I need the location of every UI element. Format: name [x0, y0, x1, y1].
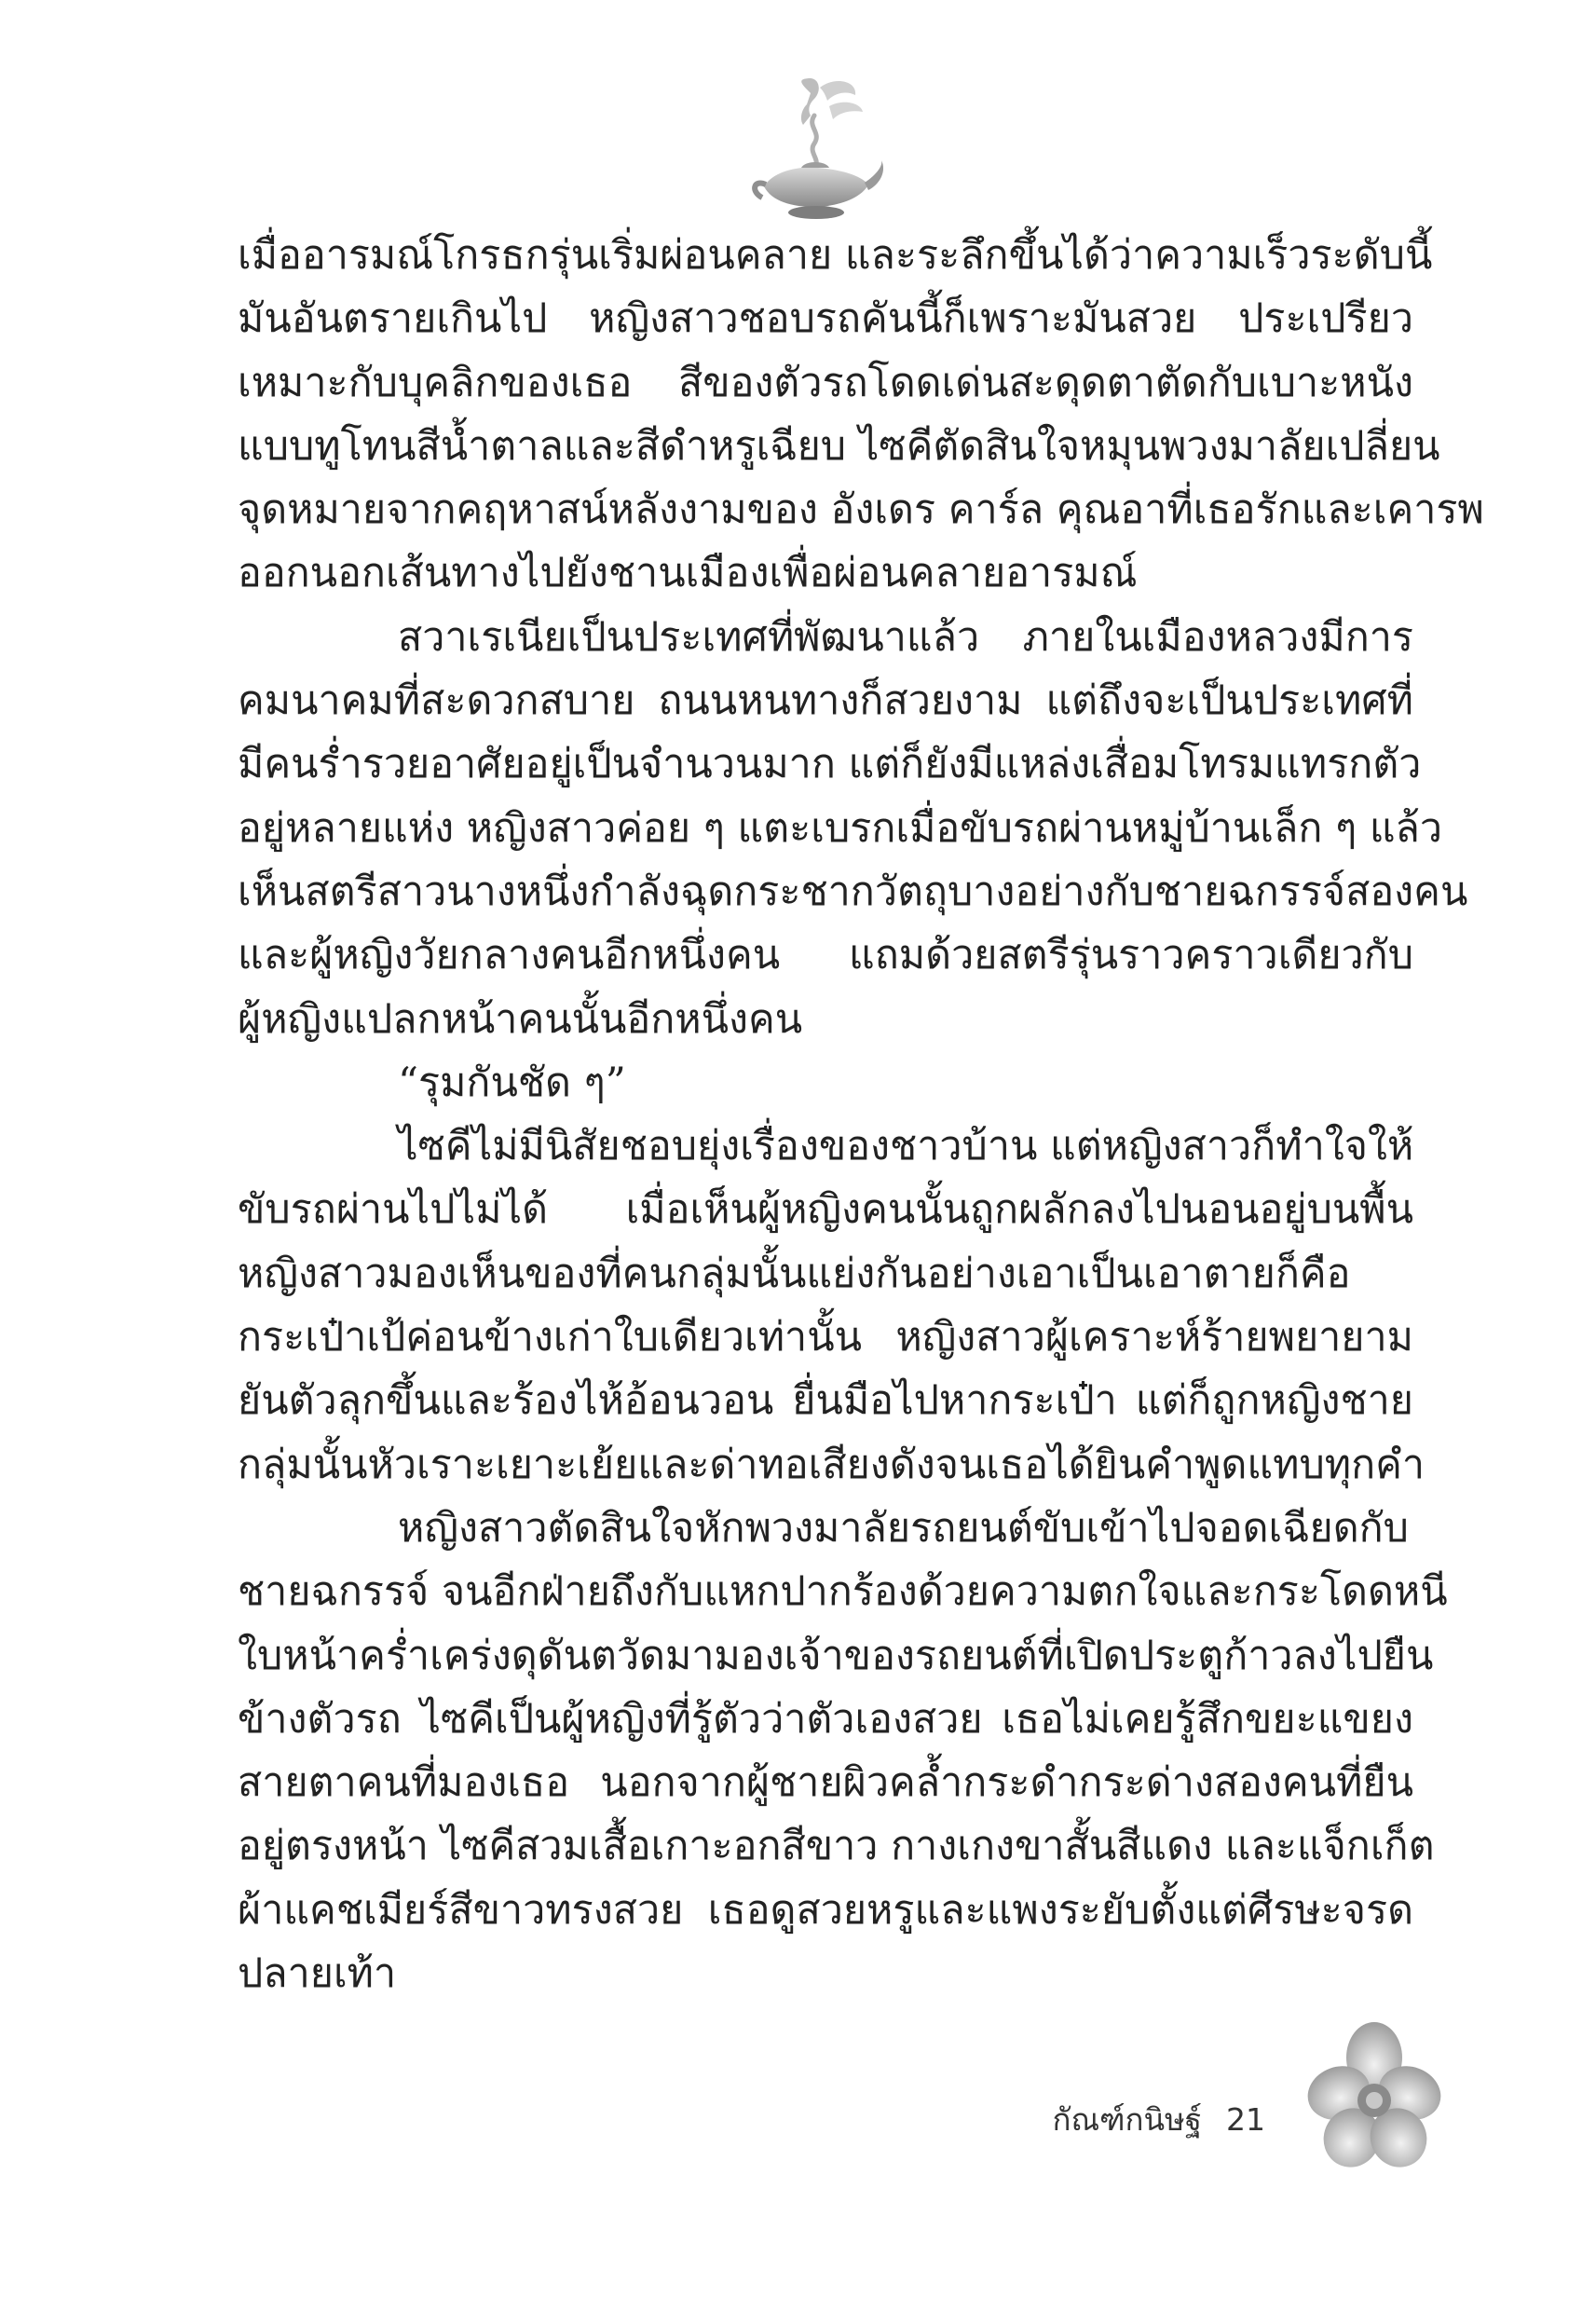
body-text — [238, 224, 1484, 2005]
text-line: ยันตัวลุกขึ้นและร้องไห้อ้อนวอน ยื่นมือไปหากระเป๋า แต่ก็ถูกหญิงชาย — [238, 1377, 1413, 1425]
text-line: ข้างตัวรถ ไซคีเป็นผู้หญิงที่รู้ตัวว่าตัวเองสวย เธอไม่เคยรู้สึกขยะแขยง — [238, 1695, 1413, 1743]
page-number: 21 — [1226, 2101, 1265, 2138]
text-line: กระเป๋าเป้ค่อนข้างเก่าใบเดียวเท่านั้น หญิงสาวผู้เคราะห์ร้ายพยายาม — [238, 1314, 1413, 1361]
text-line: ไซคีไม่มีนิสัยชอบยุ่งเรื่องของชาวบ้าน แต่หญิงสาวก็ทำใจให้ — [398, 1123, 1414, 1170]
text-line: สายตาคนที่มองเธอ นอกจากผู้ชายผิวคล้ำกระดำกระด่างสองคนที่ยืน — [238, 1759, 1413, 1807]
text-line: ชายฉกรรจ์ จนอีกฝ่ายถึงกับแหกปากร้องด้วยความตกใจและกระโดดหนี — [238, 1568, 1448, 1616]
text-line: กลุ่มนั้นหัวเราะเยาะเย้ยและด่าทอเสียงดังจนเธอได้ยินคำพูดแทบทุกคำ — [238, 1441, 1425, 1488]
text-line: ขับรถผ่านไปไม่ได้ เมื่อเห็นผู้หญิงคนนั้นถูกผลักลงไปนอนอยู่บนพื้น — [238, 1186, 1413, 1234]
text-line: “รุมกันชัด ๆ” — [398, 1059, 626, 1106]
text-line: ใบหน้าคร่ำเคร่งดุดันตวัดมามองเจ้าของรถยนต์ที่เปิดประตูก้าวลงไปยืน — [238, 1632, 1434, 1679]
text-line: อยู่ตรงหน้า ไซคีสวมเสื้อเกาะอกสีขาว กางเกงขาสั้นสีแดง และแจ็กเก็ต — [238, 1823, 1435, 1870]
page-footer — [1053, 2095, 1266, 2144]
text-line: ผู้หญิงแปลกหน้าคนนั้นอีกหนึ่งคน — [238, 995, 803, 1043]
text-line: มันอันตรายเกินไป หญิงสาวชอบรถคันนี้ก็เพราะมันสวย ประเปรียว — [238, 295, 1413, 343]
text-line: สวาเรเนียเป็นประเทศที่พัฒนาแล้ว ภายในเมืองหลวงมีการ — [398, 613, 1413, 661]
text-line: เมื่ออารมณ์โกรธกรุ่นเริ่มผ่อนคลาย และระลึกขึ้นได้ว่าความเร็วระดับนี้ — [238, 232, 1433, 279]
text-line: อยู่หลายแห่ง หญิงสาวค่อย ๆ แตะเบรกเมื่อขับรถผ่านหมู่บ้านเล็ก ๆ แล้ว — [238, 804, 1443, 852]
book-title: กัณฑ์กนิษฐ์ — [1052, 2101, 1202, 2138]
text-line: หญิงสาวมองเห็นของที่คนกลุ่มนั้นแย่งกันอย่างเอาเป็นเอาตายก็คือ — [238, 1250, 1351, 1297]
text-line: เหมาะกับบุคลิกของเธอ สีของตัวรถโดดเด่นสะดุดตาตัดกับเบาะหนัง — [238, 359, 1413, 406]
text-line: มีคนร่ำรวยอาศัยอยู่เป็นจำนวนมาก แต่ก็ยังมีแหล่งเสื่อมโทรมแทรกตัว — [238, 741, 1422, 788]
text-line: และผู้หญิงวัยกลางคนอีกหนึ่งคน แถมด้วยสตรีรุ่นราวคราวเดียวกับ — [238, 932, 1413, 979]
text-line: แบบทูโทนสีน้ำตาลและสีดำหรูเฉียบ ไซคีตัดสินใจหมุนพวงมาลัยเปลี่ยน — [238, 422, 1440, 470]
magic-lamp-fairy-icon — [745, 75, 885, 224]
flower-icon — [1300, 2020, 1449, 2179]
text-line: เห็นสตรีสาวนางหนึ่งกำลังฉุดกระชากวัตถุบางอย่างกับชายฉกรรจ์สองคน — [238, 868, 1468, 915]
text-line: หญิงสาวตัดสินใจหักพวงมาลัยรถยนต์ขับเข้าไปจอดเฉียดกับ — [398, 1504, 1409, 1552]
text-line: คมนาคมที่สะดวกสบาย ถนนหนทางก็สวยงาม แต่ถึงจะเป็นประเทศที่ — [238, 677, 1413, 725]
text-line: ปลายเท้า — [238, 1950, 397, 1998]
text-line: จุดหมายจากคฤหาสน์หลังงามของ อังเดร คาร์ล คุณอาที่เธอรักและเคารพ — [238, 486, 1484, 534]
text-line: ผ้าแคชเมียร์สีขาวทรงสวย เธอดูสวยหรูและแพงระยับตั้งแต่ศีรษะจรด — [238, 1886, 1413, 1934]
text-line: ออกนอกเส้นทางไปยังชานเมืองเพื่อผ่อนคลายอารมณ์ — [238, 550, 1138, 597]
